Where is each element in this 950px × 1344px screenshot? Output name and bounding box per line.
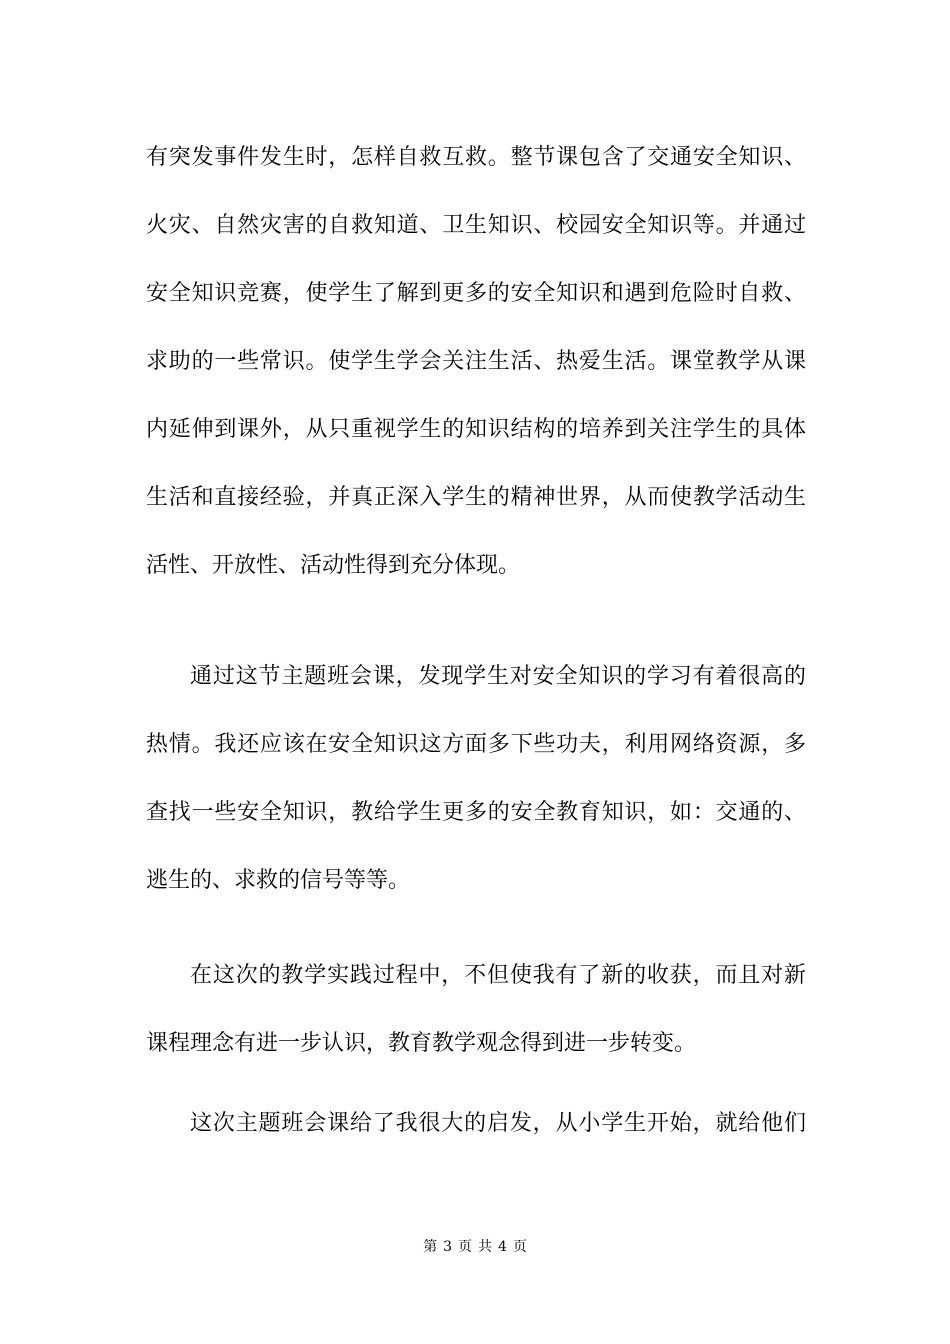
footer-ye: 页 xyxy=(458,1239,472,1255)
text-line-7: 活性、开放性、活动性得到充分体现。 xyxy=(146,553,521,578)
text-line-3: 安全知识竞赛，使学生了解到更多的安全知识和遇到危险时自救、 xyxy=(146,281,806,306)
text-line-5: 内延伸到课外，从只重视学生的知识结构的培养到关注学生的具体 xyxy=(146,417,806,442)
footer-ye-2: 页 xyxy=(512,1239,527,1255)
footer-gong: 共 xyxy=(478,1239,492,1255)
text-line-9: 热情。我还应该在安全知识这方面多下些功夫，利用网络资源，多 xyxy=(146,732,806,757)
footer-current-page: 3 xyxy=(443,1239,452,1255)
text-line-2: 火灾、自然灾害的自救知道、卫生知识、校园安全知识等。并通过 xyxy=(146,213,806,238)
text-line-11: 逃生的、求救的信号等等。 xyxy=(146,868,411,893)
text-line-12: 在这次的教学实践过程中，不但使我有了新的收获，而且对新 xyxy=(190,963,806,988)
text-line-4: 求助的一些常识。使学生学会关注生活、热爱生活。课堂教学从课 xyxy=(146,349,806,374)
text-line-8: 通过这节主题班会课，发现学生对安全知识的学习有着很高的 xyxy=(190,664,806,689)
text-line-14: 这次主题班会课给了我很大的启发，从小学生开始，就给他们 xyxy=(190,1111,806,1136)
text-line-1: 有突发事件发生时，怎样自救互救。整节课包含了交通安全知识、 xyxy=(146,145,806,170)
page-footer xyxy=(0,1238,950,1256)
text-line-13: 课程理念有进一步认识，教育教学观念得到进一步转变。 xyxy=(146,1031,697,1056)
text-line-10: 查找一些安全知识，教给学生更多的安全教育知识，如：交通的、 xyxy=(146,800,806,825)
footer-di: 第 xyxy=(423,1239,438,1255)
footer-total-pages: 4 xyxy=(498,1239,507,1255)
text-line-6: 生活和直接经验，并真正深入学生的精神世界，从而使教学活动生 xyxy=(146,485,806,510)
